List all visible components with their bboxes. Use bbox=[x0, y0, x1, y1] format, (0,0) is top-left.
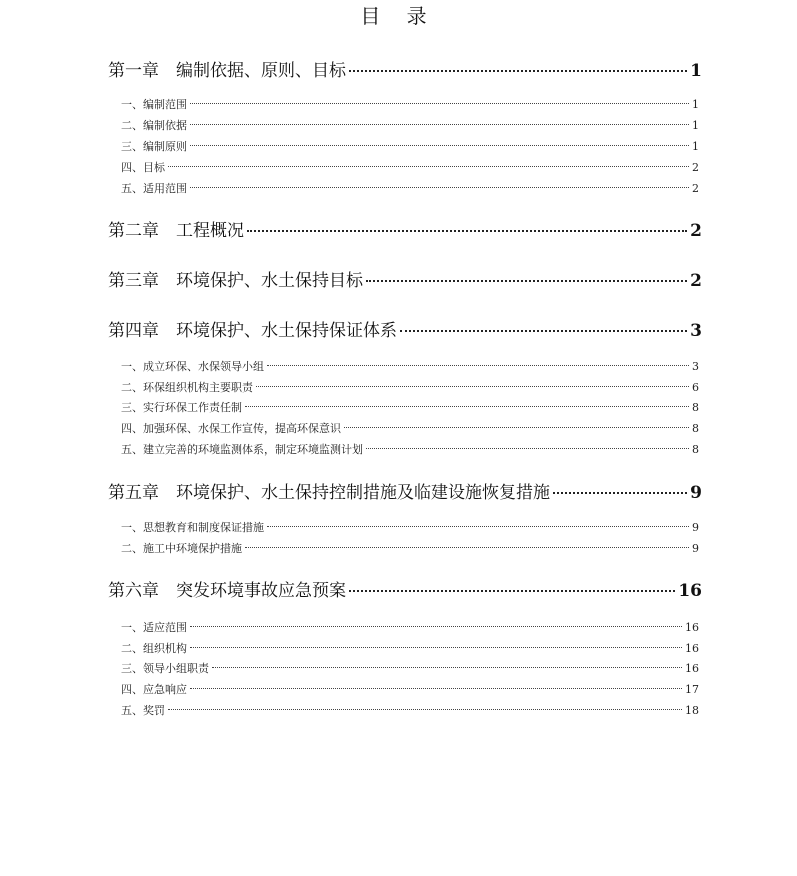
dot-leader bbox=[212, 667, 682, 668]
section-page-number: 1 bbox=[692, 140, 699, 153]
toc-chapter-6[interactable] bbox=[108, 576, 702, 601]
chapter-page-number: 16 bbox=[678, 581, 702, 601]
dot-leader bbox=[366, 448, 689, 449]
toc-section[interactable] bbox=[121, 702, 699, 718]
section-label: 一、思想教育和制度保证措施 bbox=[121, 521, 264, 534]
toc-section[interactable] bbox=[121, 117, 699, 133]
chapter-label: 第一章 编制依据、原则、目标 bbox=[108, 61, 346, 81]
chapter-label: 第五章 环境保护、水土保持控制措施及临建设施恢复措施 bbox=[108, 483, 550, 503]
toc-section[interactable] bbox=[121, 420, 699, 436]
dot-leader bbox=[344, 427, 689, 428]
dot-leader bbox=[245, 406, 689, 407]
dot-leader bbox=[256, 386, 689, 387]
section-page-number: 16 bbox=[685, 662, 699, 675]
section-page-number: 8 bbox=[692, 422, 699, 435]
section-label: 一、编制范围 bbox=[121, 98, 187, 111]
section-page-number: 18 bbox=[685, 704, 699, 717]
section-page-number: 8 bbox=[692, 401, 699, 414]
section-page-number: 8 bbox=[692, 443, 699, 456]
toc-title: 目 录 bbox=[360, 4, 437, 28]
toc-section[interactable] bbox=[121, 358, 699, 374]
dot-leader bbox=[190, 103, 689, 104]
dot-leader bbox=[190, 187, 689, 188]
dot-leader bbox=[267, 365, 689, 366]
section-page-number: 3 bbox=[692, 360, 699, 373]
chapter-page-number: 2 bbox=[690, 221, 702, 241]
section-page-number: 6 bbox=[692, 381, 699, 394]
section-label: 三、实行环保工作责任制 bbox=[121, 401, 242, 414]
dot-leader bbox=[190, 626, 682, 627]
toc-section[interactable] bbox=[121, 519, 699, 535]
section-label: 二、编制依据 bbox=[121, 119, 187, 132]
section-page-number: 17 bbox=[685, 683, 699, 696]
chapter-page-number: 9 bbox=[690, 483, 702, 503]
dot-leader bbox=[247, 230, 687, 232]
toc-section[interactable] bbox=[121, 399, 699, 415]
section-page-number: 16 bbox=[685, 621, 699, 634]
section-label: 一、适应范围 bbox=[121, 621, 187, 634]
toc-section[interactable] bbox=[121, 138, 699, 154]
toc-chapter-3[interactable] bbox=[108, 266, 702, 291]
toc-section[interactable] bbox=[121, 619, 699, 635]
section-label: 四、目标 bbox=[121, 161, 165, 174]
toc-section[interactable] bbox=[121, 681, 699, 697]
toc-section[interactable] bbox=[121, 180, 699, 196]
dot-leader bbox=[190, 145, 689, 146]
dot-leader bbox=[366, 280, 687, 282]
section-label: 三、领导小组职责 bbox=[121, 662, 209, 675]
section-label: 四、应急响应 bbox=[121, 683, 187, 696]
chapter-page-number: 3 bbox=[690, 321, 702, 341]
toc-section[interactable] bbox=[121, 540, 699, 556]
section-label: 二、施工中环境保护措施 bbox=[121, 542, 242, 555]
toc-chapter-5[interactable] bbox=[108, 478, 702, 503]
chapter-page-number: 2 bbox=[690, 271, 702, 291]
section-label: 五、建立完善的环境监测体系，制定环境监测计划 bbox=[121, 443, 363, 456]
chapter-page-number: 1 bbox=[690, 61, 702, 81]
section-label: 二、组织机构 bbox=[121, 642, 187, 655]
dot-leader bbox=[168, 709, 682, 710]
chapter-label: 第二章 工程概况 bbox=[108, 221, 244, 241]
section-label: 二、环保组织机构主要职责 bbox=[121, 381, 253, 394]
toc-section[interactable] bbox=[121, 159, 699, 175]
section-page-number: 16 bbox=[685, 642, 699, 655]
section-label: 一、成立环保、水保领导小组 bbox=[121, 360, 264, 373]
toc-section[interactable] bbox=[121, 441, 699, 457]
toc-section[interactable] bbox=[121, 379, 699, 395]
dot-leader bbox=[349, 70, 687, 72]
toc-section[interactable] bbox=[121, 660, 699, 676]
section-page-number: 2 bbox=[692, 182, 699, 195]
dot-leader bbox=[190, 688, 682, 689]
dot-leader bbox=[190, 124, 689, 125]
section-label: 三、编制原则 bbox=[121, 140, 187, 153]
dot-leader bbox=[400, 330, 687, 332]
chapter-label: 第六章 突发环境事故应急预案 bbox=[108, 581, 346, 601]
dot-leader bbox=[553, 492, 687, 494]
section-page-number: 1 bbox=[692, 119, 699, 132]
section-label: 五、适用范围 bbox=[121, 182, 187, 195]
section-label: 五、奖罚 bbox=[121, 704, 165, 717]
chapter-label: 第四章 环境保护、水土保持保证体系 bbox=[108, 321, 397, 341]
section-page-number: 2 bbox=[692, 161, 699, 174]
section-label: 四、加强环保、水保工作宣传，提高环保意识 bbox=[121, 422, 341, 435]
dot-leader bbox=[267, 526, 689, 527]
section-page-number: 9 bbox=[692, 521, 699, 534]
toc-section[interactable] bbox=[121, 640, 699, 656]
dot-leader bbox=[245, 547, 689, 548]
dot-leader bbox=[190, 647, 682, 648]
toc-section[interactable] bbox=[121, 96, 699, 112]
section-page-number: 1 bbox=[692, 98, 699, 111]
dot-leader bbox=[349, 590, 675, 592]
dot-leader bbox=[168, 166, 689, 167]
section-page-number: 9 bbox=[692, 542, 699, 555]
toc-chapter-1[interactable] bbox=[108, 56, 702, 81]
chapter-label: 第三章 环境保护、水土保持目标 bbox=[108, 271, 363, 291]
toc-chapter-2[interactable] bbox=[108, 216, 702, 241]
toc-chapter-4[interactable] bbox=[108, 316, 702, 341]
